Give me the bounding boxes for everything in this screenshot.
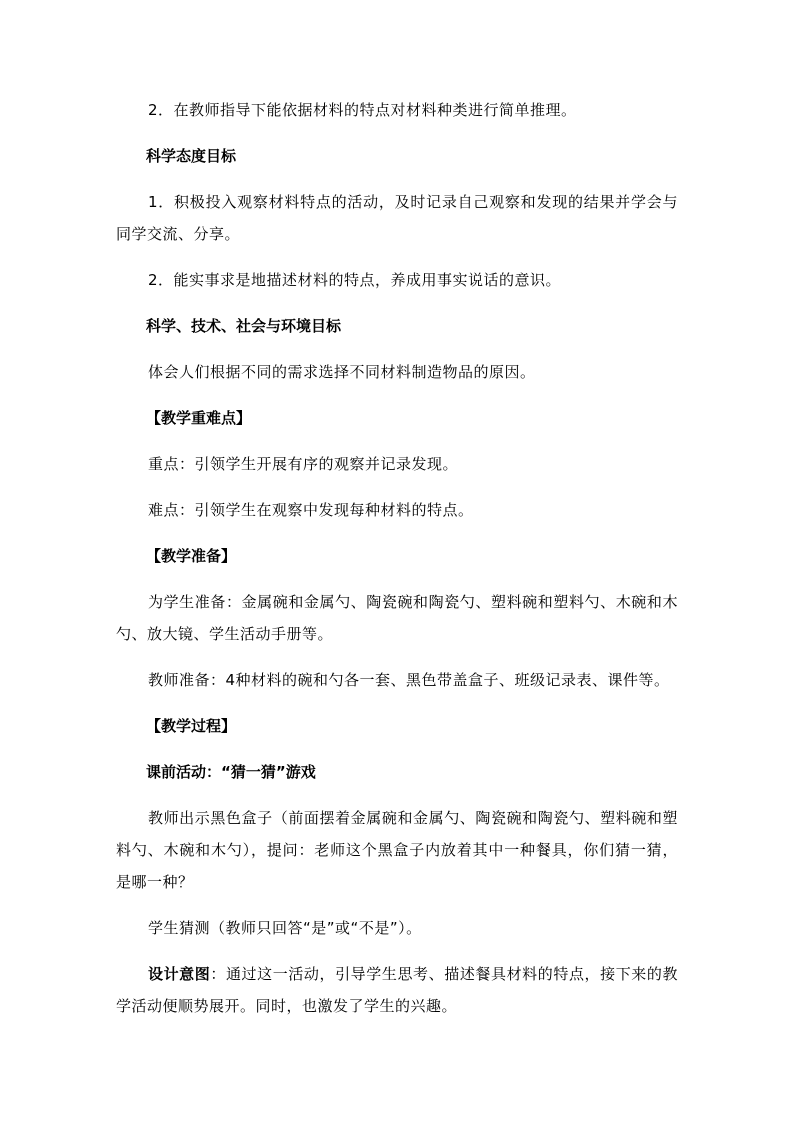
paragraph-attitude-2: 2．能实事求是地描述材料的特点，养成用事实说话的意识。 [148,271,562,289]
heading-preparation: 【教学准备】 [146,547,237,565]
document-body [116,94,678,1036]
paragraph-sts: 体会人们根据不同的需求选择不同材料制造物品的原因。 [148,363,536,381]
heading-attitude-goals: 科学态度目标 [146,147,237,165]
paragraph-teacher-prep: 教师准备：4种材料的碗和勺各一套、黑色带盖盒子、班级记录表、课件等。 [148,671,670,689]
design-intent-text: ：通过这一活动，引导学生思考、描述餐具材料的特点，接下来的教学活动便顺势展开。同时，也激发了学生的兴趣。 [116,965,678,1015]
paragraph-activity-desc: 教师出示黑色盒子（前面摆着金属碗和金属勺、陶瓷碗和陶瓷勺、塑料碗和塑料勺、木碗和木勺），提问：老师这个黑盒子内放着其中一种餐具，你们猜一猜，是哪一种？ [116,809,678,891]
paragraph-key-point: 重点：引领学生开展有序的观察并记录发现。 [148,455,459,473]
paragraph-goal-2: 2．在教师指导下能依据材料的特点对材料种类进行简单推理。 [148,101,577,119]
design-intent-label: 设计意图 [148,965,211,983]
paragraph-student-prep: 为学生准备：金属碗和金属勺、陶瓷碗和陶瓷勺、塑料碗和塑料勺、木碗和木勺、放大镜、学生活动手册等。 [116,593,678,643]
paragraph-attitude-1: 1．积极投入观察材料特点的活动，及时记录自己观察和发现的结果并学会与同学交流、分享。 [116,193,678,243]
paragraph-difficult-point: 难点：引领学生在观察中发现每种材料的特点。 [148,501,474,519]
heading-process: 【教学过程】 [146,717,237,735]
paragraph-design-intent [116,958,678,1022]
heading-sts-goals: 科学、技术、社会与环境目标 [146,317,342,335]
heading-pre-activity: 课前活动：“猜一猜”游戏 [146,763,316,781]
heading-key-points: 【教学重难点】 [146,409,252,427]
paragraph-student-guess: 学生猜测（教师只回答“是”或“不是”）。 [148,919,422,937]
